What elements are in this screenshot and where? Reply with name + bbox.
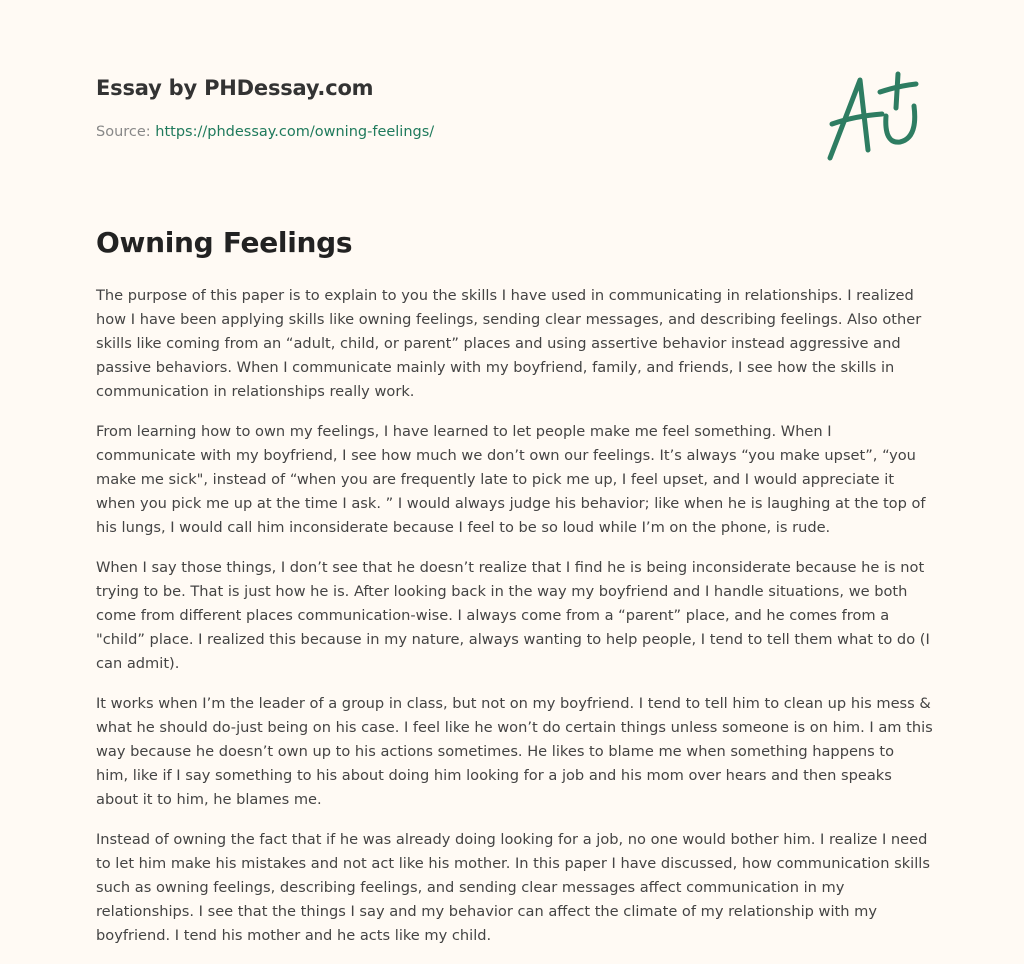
essay-paragraph <box>96 692 946 812</box>
source-label: Source: <box>96 124 151 140</box>
essay-paragraph <box>96 556 946 676</box>
text-line: communicate with my boyfriend, I see how much we don’t own our feelings. It’s always “you make upset”, “you <box>96 447 916 464</box>
essay-paragraph <box>96 284 946 404</box>
text-line: him, like if I say something to his about doing him looking for a job and his mom over hears and then speaks <box>96 767 892 784</box>
text-line: It works when I’m the leader of a group in class, but not on my boyfriend. I tend to tell him to clean up his mess & <box>96 695 931 712</box>
text-line: way because he doesn’t own up to his actions sometimes. He likes to blame me when something happens to <box>96 743 895 760</box>
text-line: skills like coming from an “adult, child, or parent” places and using assertive behavior instead aggressive and <box>96 335 901 352</box>
text-line: Instead of owning the fact that if he was already doing looking for a job, no one would bother him. I realize I need <box>96 831 928 848</box>
text-line: what he should do-just being on his case. I feel like he won’t do certain things unless someone is on him. I am this <box>96 719 933 736</box>
text-line: trying to be. That is just how he is. After looking back in the way my boyfriend and I handle situations, we both <box>96 583 908 600</box>
text-line: make me sick", instead of “when you are frequently late to pick me up, I feel upset, and I would appreciate it <box>96 471 895 488</box>
text-line: can admit). <box>96 655 180 672</box>
text-line: When I say those things, I don’t see that he doesn’t realize that I find he is being inconsiderate because he is not <box>96 559 925 576</box>
text-line: boyfriend. I tend his mother and he acts like my child. <box>96 927 492 944</box>
text-line: relationships. I see that the things I say and my behavior can affect the climate of my relationship with my <box>96 903 878 920</box>
text-line: "child” place. I realized this because in my nature, always wanting to help people, I tend to tell them what to do (I <box>96 631 930 648</box>
site-title: Essay by PHDessay.com <box>96 76 374 100</box>
text-line: From learning how to own my feelings, I have learned to let people make me feel something. When I <box>96 423 832 440</box>
essay-title: Owning Feelings <box>96 226 353 259</box>
text-line: come from different places communication-wise. I always come from a “parent” place, and he comes from a <box>96 607 890 624</box>
text-line: when you pick me up at the time I ask. ” I would always judge his behavior; like when he is laughing at the top of <box>96 495 926 512</box>
text-line: passive behaviors. When I communicate mainly with my boyfriend, family, and friends, I see how the skills in <box>96 359 895 376</box>
text-line: how I have been applying skills like owning feelings, sending clear messages, and describing feelings. Also other <box>96 311 922 328</box>
text-line: his lungs, I would call him inconsiderate because I feel to be so loud while I’m on the phone, is rude. <box>96 519 831 536</box>
source-link[interactable]: https://phdessay.com/owning-feelings/ <box>155 124 435 140</box>
text-line: The purpose of this paper is to explain to you the skills I have used in communicating in relationships. I realized <box>96 287 914 304</box>
text-line: such as owning feelings, describing feelings, and sending clear messages affect communication in my <box>96 879 845 896</box>
text-line: communication in relationships really work. <box>96 383 415 400</box>
a-plus-logo-icon <box>820 66 930 166</box>
text-line: to let him make his mistakes and not act like his mother. In this paper I have discussed, how communication skills <box>96 855 930 872</box>
source-line <box>96 124 434 140</box>
essay-paragraph <box>96 420 946 540</box>
text-line: about it to him, he blames me. <box>96 791 322 808</box>
essay-paragraph <box>96 828 946 948</box>
essay-body <box>96 284 946 964</box>
